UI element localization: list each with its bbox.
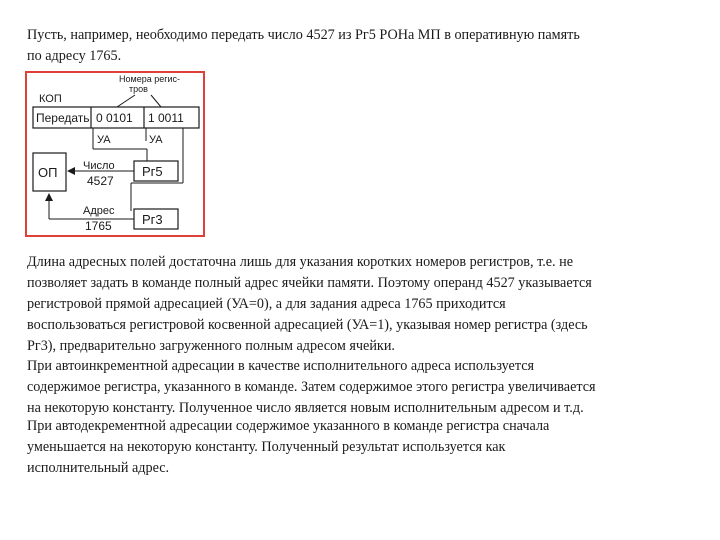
- address-value: 1765: [85, 219, 112, 233]
- paragraph-addressing: [27, 252, 695, 357]
- diagram-canvas: [27, 73, 203, 235]
- text-line: содержимое регистра, указанного в команде. Затем содержимое этого регистра увеличивается: [27, 379, 596, 395]
- ua-left-label: УА: [97, 134, 111, 146]
- text-line: исполнительный адрес.: [27, 460, 170, 476]
- register-numbers-label-2: тров: [129, 84, 148, 94]
- intro-paragraph: [27, 25, 695, 67]
- text-line: При автоинкрементной адресации в качестве исполнительного адреса используется: [27, 358, 535, 374]
- bits-field-1: 0 0101: [96, 111, 133, 125]
- text-line: Пусть, например, необходимо передать число 4527 из Рг5 РОНа МП в оперативную память: [27, 27, 580, 43]
- paragraph-autoincrement: [27, 356, 695, 419]
- register-numbers-label: Номера регис-: [119, 74, 181, 84]
- text-line: позволяет задать в команде полный адрес ячейки памяти. Поэтому операнд 4527 указывается: [27, 275, 592, 291]
- number-value: 4527: [87, 174, 114, 188]
- leader-line: [151, 95, 161, 107]
- text-line: по адресу 1765.: [27, 48, 122, 64]
- text-line: воспользоваться регистровой косвенной адресацией (УА=1), указывая номер регистра (здесь: [27, 317, 588, 333]
- text-line: уменьшается на некоторую константу. Полученный результат используется как: [27, 439, 506, 455]
- text-line: на некоторую константу. Полученное число является новым исполнительным адресом и т.д.: [27, 400, 584, 416]
- text-line: Длина адресных полей достаточна лишь для указания коротких номеров регистров, т.е. не: [27, 254, 574, 270]
- text-line: При автодекрементной адресации содержимое указанного в команде регистра сначала: [27, 418, 550, 434]
- address-label: Адрес: [83, 205, 115, 217]
- ua-right-label: УА: [149, 134, 163, 146]
- memory-label: ОП: [38, 165, 58, 180]
- number-label: Число: [83, 160, 115, 172]
- text-line: Рг3), предварительно загруженного полным адресом ячейки.: [27, 338, 395, 354]
- register-5-label: Рг5: [142, 164, 163, 179]
- addressing-diagram: [25, 71, 205, 237]
- leader-line: [117, 95, 135, 107]
- paragraph-autodecrement: [27, 416, 695, 479]
- bits-field-2: 1 0011: [148, 111, 184, 125]
- text-line: регистровой прямой адресацией (УА=0), а для задания адреса 1765 приходится: [27, 296, 506, 312]
- kop-label: КОП: [39, 93, 62, 105]
- register-3-label: Рг3: [142, 212, 163, 227]
- command-label: Передать: [36, 111, 90, 125]
